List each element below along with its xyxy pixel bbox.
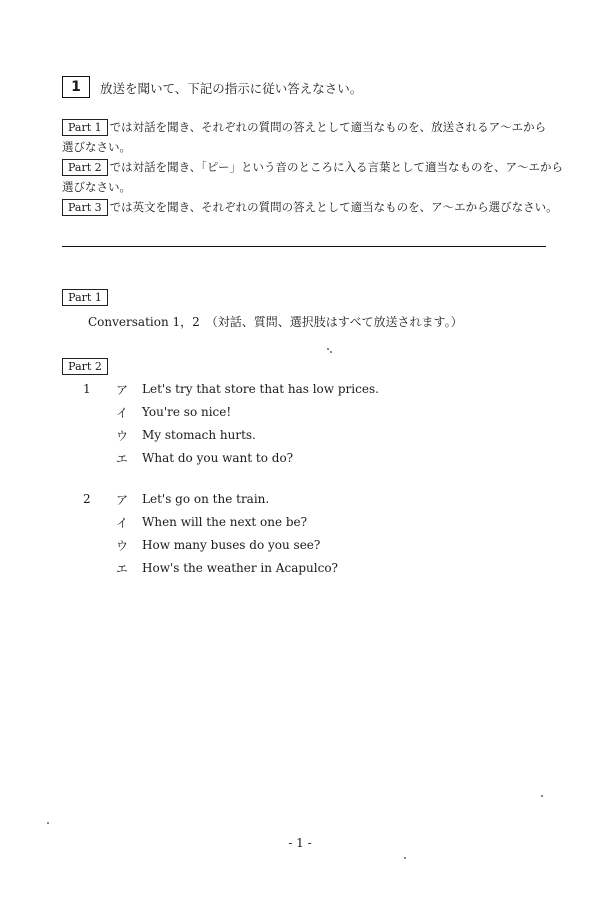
part2-q1-option-d-mark: エ (116, 452, 129, 466)
part2-q1-option-a: Let's try that store that has low prices. (142, 382, 379, 396)
scan-speck (541, 795, 543, 797)
instruction-part1-continuation: 選びなさい。 (62, 140, 131, 154)
part2-q1-option-d: What do you want to do? (142, 451, 294, 465)
instruction-part3-label: Part 3 (62, 199, 108, 216)
part2-q2-option-d-mark: エ (116, 562, 129, 576)
part1-conversation: Conversation 1，2 （対話、質問、選択肢はすべて放送されます。） (88, 315, 463, 329)
part2-q2-option-b-mark: イ (116, 516, 129, 530)
instruction-part2 (62, 159, 563, 176)
part1-label-box (62, 289, 108, 306)
part2-q2-option-b: When will the next one be? (142, 515, 308, 529)
part2-q2-option-c: How many buses do you see? (142, 538, 321, 552)
instruction-part3 (62, 199, 558, 216)
part2-q1-option-b: You're so nice! (142, 405, 232, 419)
part2-q1-option-a-mark: ア (116, 383, 129, 397)
scan-speck (327, 348, 329, 350)
scan-speck (330, 351, 332, 353)
section-divider (62, 246, 546, 247)
question-text: 放送を聞いて、下記の指示に従い答えなさい。 (100, 81, 363, 96)
part2-label-box (62, 358, 108, 375)
question-number: 1 (71, 79, 81, 95)
part2-q2-option-d: How's the weather in Acapulco? (142, 561, 338, 575)
part2-q2-number: 2 (83, 492, 91, 506)
part2-q2-option-a: Let's go on the train. (142, 492, 270, 506)
page-number: - 1 - (288, 836, 312, 850)
instruction-part1-text: では対話を聞き、それぞれの質問の答えとして適当なものを、放送されるア～エから (109, 120, 547, 134)
instruction-part1 (62, 119, 546, 136)
part2-q2-option-c-mark: ウ (116, 539, 129, 553)
instruction-part1-label: Part 1 (62, 119, 108, 136)
part2-label: Part 2 (68, 360, 102, 373)
question-number-box (62, 76, 90, 98)
part1-label: Part 1 (68, 291, 102, 304)
instruction-part2-continuation: 選びなさい。 (62, 180, 131, 194)
instruction-part3-text: では英文を聞き、それぞれの質問の答えとして適当なものを、ア～エから選びなさい。 (109, 200, 558, 214)
instruction-part2-text: では対話を聞き、「ピー」という音のところに入る言葉として適当なものを、ア～エから (109, 160, 563, 174)
part2-q2-option-a-mark: ア (116, 493, 129, 507)
part2-q1-number: 1 (83, 382, 91, 396)
part2-q1-option-c-mark: ウ (116, 429, 129, 443)
scan-speck (404, 857, 406, 859)
part2-q1-option-c: My stomach hurts. (142, 428, 256, 442)
instruction-part2-label: Part 2 (62, 159, 108, 176)
part2-q1-option-b-mark: イ (116, 406, 129, 420)
scan-speck (47, 822, 49, 824)
